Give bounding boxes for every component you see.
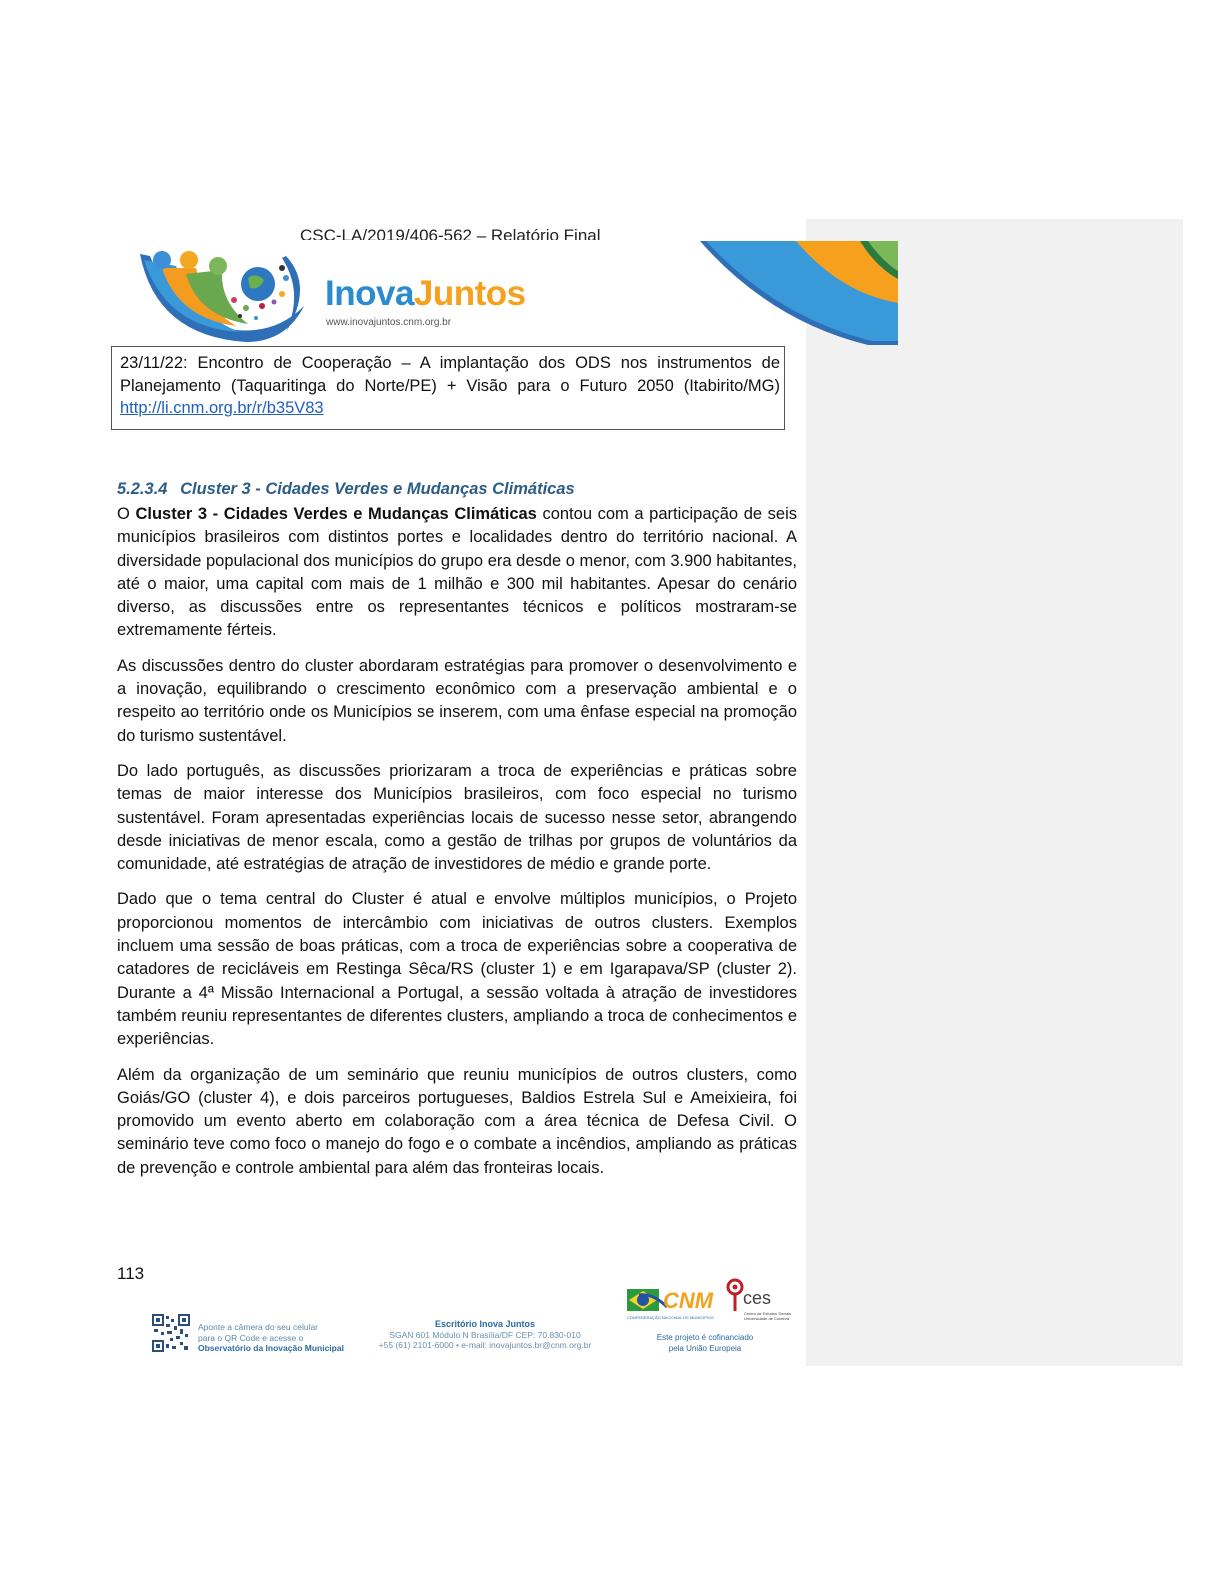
qr-caption-line-3: Observatório da Inovação Municipal xyxy=(198,1343,344,1353)
ces-wordmark: ces xyxy=(743,1288,772,1308)
page-number: 113 xyxy=(117,1264,145,1283)
event-description-2 xyxy=(120,375,780,398)
cnm-subtitle: CONFEDERAÇÃO NACIONAL DE MUNICÍPIOS xyxy=(627,1315,714,1320)
cnm-logo xyxy=(627,1285,714,1325)
people-globe-icon xyxy=(136,246,316,346)
office-phone-email: +55 (61) 2101-6000 • e-mail: inovajuntos.br@cnm.org.br xyxy=(378,1340,592,1350)
office-address: SGAN 601 Módulo N Brasília/DF CEP: 70.830-010 xyxy=(389,1329,581,1340)
paragraph-rest: contou com a participação de seis municípios brasileiros com distintos portes e localidades dentro do território nacional. A diversidade populacional dos municípios do grupo era desde o menor, com 3.900 habitantes, até o maior, uma capital com mais de 1 milhão e 300 mil habitantes. Apesar do cenário diverso, as discussões entre os representantes técnicos e políticos mostraram-se extremamente férteis. xyxy=(117,505,797,640)
qr-caption-line-1: Aponte a câmera do seu celular xyxy=(198,1322,319,1332)
section-content xyxy=(117,478,797,1192)
logo-url: www.inovajuntos.cnm.org.br xyxy=(326,317,452,328)
event-info-box xyxy=(111,346,785,430)
qr-caption xyxy=(198,1322,344,1354)
event-description xyxy=(120,352,780,375)
event-link[interactable]: http://li.cnm.org.br/r/b35V83 xyxy=(120,399,324,417)
cluster-name-bold: Cluster 3 - Cidades Verdes e Mudanças Climáticas xyxy=(135,505,537,523)
paragraph-lead: O xyxy=(117,505,136,523)
header-swoosh-decoration xyxy=(700,241,898,345)
paragraph: As discussões dentro do cluster abordaram estratégias para promover o desenvolvimento e a inovação, equilibrando o crescimento econômico com a preservação ambiental e o respeito ao território onde os Municípios se inserem, com uma ênfase especial na promoção do turismo sustentável. xyxy=(117,656,797,745)
paragraph xyxy=(117,503,797,643)
inovajuntos-logo xyxy=(136,246,566,346)
section-number: 5.2.3.4 xyxy=(117,480,168,498)
ces-subtitle-line-2: Universidade de Coimbra xyxy=(744,1316,790,1321)
cofinance-line-1: Este projeto é cofinanciado xyxy=(656,1333,754,1342)
cofinance-line-2: pela União Europeia xyxy=(668,1344,742,1353)
qr-code-icon xyxy=(152,1314,190,1352)
eu-cofinance-note xyxy=(650,1332,760,1354)
paragraph: Dado que o tema central do Cluster é atual e envolve múltiplos municípios, o Projeto proporcionou momentos de intercâmbio com iniciativas de outros clusters. Exemplos incluem uma sessão de boas práticas, com a troca de experiências sobre a cooperativa de catadores de recicláveis em Restinga Sêca/RS (cluster 1) e em Igarapava/SP (cluster 2). Durante a 4ª Missão Internacional a Portugal, a sessão voltada à atração de investidores também reuniu representantes de diferentes clusters, ampliando a troca de conhecimentos e experiências. xyxy=(117,890,797,1049)
event-line-1: 23/11/22: Encontro de Cooperação – A implantação dos ODS nos instrumentos de xyxy=(120,354,780,372)
event-line-2: Planejamento (Taquaritinga do Norte/PE) + Visão para o Futuro 2050 (Itabirito/MG) xyxy=(120,377,780,395)
office-title: Escritório Inova Juntos xyxy=(434,1319,536,1329)
ces-subtitle xyxy=(744,1311,791,1321)
ces-emblem-icon xyxy=(725,1278,745,1312)
qr-caption-line-2: para o QR Code e acesse o xyxy=(198,1332,304,1343)
ces-logo xyxy=(725,1278,805,1326)
cnm-wordmark: CNM xyxy=(663,1288,714,1313)
running-header-title: CSC-LA/2019/406-562 – Relatório Final xyxy=(300,226,601,240)
office-contact xyxy=(375,1319,595,1351)
logo-wordmark: InovaJuntos xyxy=(325,274,526,313)
comment-margin-panel xyxy=(806,219,1183,1366)
ces-subtitle-line-1: Centro de Estudos Sociais xyxy=(744,1311,792,1316)
paragraph: Além da organização de um seminário que reuniu municípios de outros clusters, como Goiás/GO (cluster 4), e dois parceiros portugueses, Baldios Estrela Sul e Ameixieira, foi promovido um evento aberto em colaboração com a área técnica de Defesa Civil. O seminário teve como foco o manejo do fogo e o combate a incêndios, ampliando as práticas de prevenção e controle ambiental para além das fronteiras locais. xyxy=(117,1065,797,1177)
section-title: Cluster 3 - Cidades Verdes e Mudanças Climáticas xyxy=(180,480,575,498)
running-header xyxy=(300,222,630,240)
paragraph: Do lado português, as discussões priorizaram a troca de experiências e práticas sobre temas de maior interesse dos Municípios brasileiros, com foco especial no turismo sustentável. Foram apresentadas experiências locais de sucesso nesse setor, abrangendo desde iniciativas de menor escala, como a gestão de trilhas por grupos de voluntários da comunidade, até estratégias de atração de investidores de médio e grande porte. xyxy=(117,761,797,874)
section-heading xyxy=(117,478,797,500)
